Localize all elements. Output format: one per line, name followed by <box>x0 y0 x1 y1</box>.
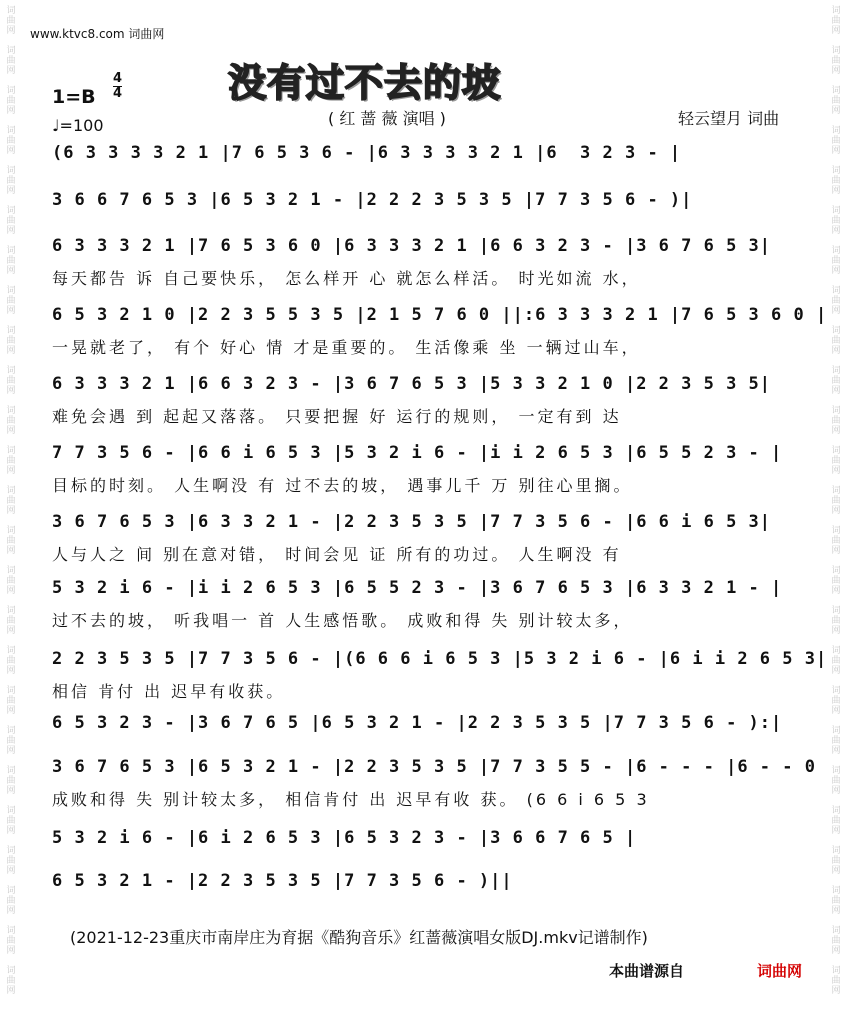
lyrics-line: 相信 肯付 出 迟早有收获。 <box>52 682 286 701</box>
notation-line: 6 3 3 3 2 1 |7 6 5 3 6 0 |6 3 3 3 2 1 |6 6 3 2 3 - |3 6 7 6 5 3| <box>52 236 772 256</box>
score-system-5 <box>52 374 800 427</box>
score-system-6 <box>52 443 800 496</box>
source-label: 本曲谱源自 <box>609 962 685 980</box>
score-system-10 <box>52 713 800 733</box>
score-system-12 <box>52 828 800 848</box>
lyrics-line: 过不去的坡， 听我唱一 首 人生感悟歌。 成败和得 失 别计较太多， <box>52 611 633 630</box>
key-signature: 1=B <box>52 86 96 108</box>
notation-line: 6 5 3 2 1 0 |2 2 3 5 5 3 5 |2 1 5 7 6 0 ||:6 3 3 3 2 1 |7 6 5 3 6 0 | <box>52 305 828 325</box>
notation-line: 6 3 3 3 2 1 |6 6 3 2 3 - |3 6 7 6 5 3 |5 3 3 2 1 0 |2 2 3 5 3 5| <box>52 374 772 394</box>
score-system-11 <box>52 757 816 810</box>
notation-line: 7 7 3 5 6 - |6 6 i 6 5 3 |5 3 2 i 6 - |i i 2 6 5 3 |6 5 5 2 3 - | <box>52 443 783 463</box>
lyrics-line: 成败和得 失 别计较太多， 相信肯付 出 迟早有收 获。 (6 6 i 6 5 3 <box>52 790 650 809</box>
score-system-1 <box>52 143 800 163</box>
notation-line: 3 6 7 6 5 3 |6 5 3 2 1 - |2 2 3 5 3 5 |7 7 3 5 5 - |6 - - - |6 - - 0 <box>52 757 816 777</box>
time-signature <box>113 72 122 101</box>
lyrics-line: 每天都告 诉 自己要快乐， 怎么样开 心 就怎么样活。 时光如流 水， <box>52 269 641 288</box>
song-title: 没有过不去的坡 <box>228 61 502 105</box>
score-system-8 <box>52 578 800 631</box>
notation-line: 3 6 6 7 6 5 3 |6 5 3 2 1 - |2 2 2 3 5 3 5 |7 7 3 5 6 - )| <box>52 190 693 210</box>
score-system-3 <box>52 236 800 289</box>
notation-line: 5 3 2 i 6 - |i i 2 6 5 3 |6 5 5 2 3 - |3 6 7 6 5 3 |6 3 3 2 1 - | <box>52 578 783 598</box>
lyrics-line: 难免会遇 到 起起又落落。 只要把握 好 运行的规则， 一定有到 达 <box>52 407 622 426</box>
score-system-2 <box>52 190 800 210</box>
left-watermark-strip: 词曲网 词曲网 词曲网 词曲网 词曲网 词曲网 词曲网 词曲网 词曲网 词曲网 词曲网 词曲网 词曲网 词曲网 词曲网 词曲网 词曲网 词曲网 词曲网 词曲网 词曲网 词曲网 词曲网 词曲网 词曲网 <box>6 6 16 996</box>
notation-line: 6 5 3 2 1 - |2 2 3 5 3 5 |7 7 3 5 6 - )|| <box>52 871 513 891</box>
score-system-4 <box>52 305 828 358</box>
time-denominator: 4 <box>113 86 123 101</box>
notation-line: 2 2 3 5 3 5 |7 7 3 5 6 - |(6 6 6 i 6 5 3 |5 3 2 i 6 - |6 i i 2 6 5 3| <box>52 649 828 669</box>
score-system-13 <box>52 871 800 891</box>
site-name: 词曲网 <box>128 27 165 41</box>
lyrics-line: 目标的时刻。 人生啊没 有 过不去的坡， 遇事儿千 万 别往心里搁。 <box>52 476 633 495</box>
lyrics-line: 人与人之 间 别在意对错， 时间会见 证 所有的功过。 人生啊没 有 <box>52 545 622 564</box>
time-numerator: 4 <box>113 71 123 86</box>
right-watermark-strip: 词曲网 词曲网 词曲网 词曲网 词曲网 词曲网 词曲网 词曲网 词曲网 词曲网 词曲网 词曲网 词曲网 词曲网 词曲网 词曲网 词曲网 词曲网 词曲网 词曲网 词曲网 词曲网 词曲网 词曲网 词曲网 <box>831 6 841 996</box>
notation-line: (6 3 3 3 3 2 1 |7 6 5 3 6 - |6 3 3 3 3 2 1 |6 3 2 3 - | <box>52 143 682 163</box>
notation-line: 5 3 2 i 6 - |6 i 2 6 5 3 |6 5 3 2 3 - |3 6 6 7 6 5 | <box>52 828 637 848</box>
site-watermark <box>30 25 164 42</box>
score-system-7 <box>52 512 800 565</box>
tempo-marking: ♩=100 <box>52 116 104 135</box>
notation-line: 3 6 7 6 5 3 |6 3 3 2 1 - |2 2 3 5 3 5 |7 7 3 5 6 - |6 6 i 6 5 3| <box>52 512 772 532</box>
lyrics-line: 一晃就老了， 有个 好心 情 才是重要的。 生活像乘 坐 一辆过山车， <box>52 338 641 357</box>
notation-line: 6 5 3 2 3 - |3 6 7 6 5 |6 5 3 2 1 - |2 2 3 5 3 5 |7 7 3 5 6 - ):| <box>52 713 783 733</box>
author-credit: 轻云望月 词曲 <box>678 109 780 128</box>
transcription-note: (2021-12-23重庆市南岸庄为育据《酷狗音乐》红蔷薇演唱女版DJ.mkv记谱制作) <box>70 928 648 947</box>
score-system-9 <box>52 649 828 702</box>
site-url: www.ktvc8.com <box>30 27 125 41</box>
brand-link[interactable]: 词曲网 <box>757 962 803 980</box>
singer-credit: ( 红 蔷 薇 演唱 ) <box>328 109 446 128</box>
